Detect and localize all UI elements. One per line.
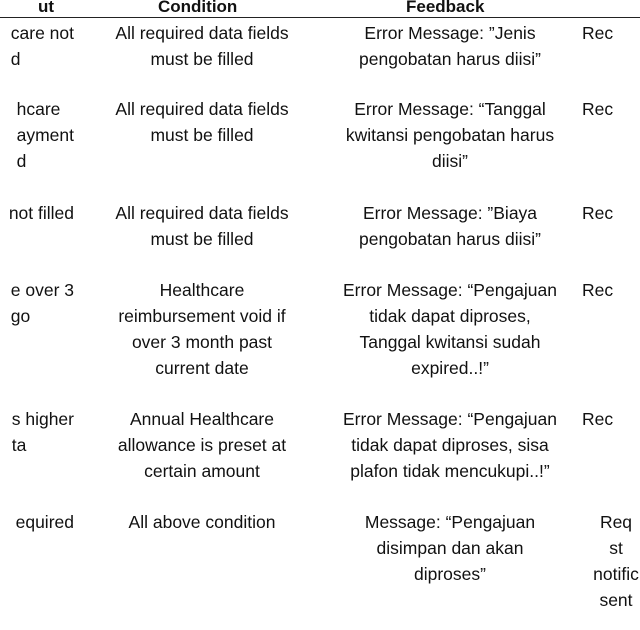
cell-condition: All required data fields must be filled (115, 99, 289, 145)
cell-result: Rec (582, 23, 614, 43)
cell-feedback: Error Message: ”Biaya pengobatan harus diisi” (359, 203, 541, 249)
header-divider (0, 17, 640, 18)
cell-condition: All required data fields must be filled (115, 203, 289, 249)
column-header-condition: Condition (158, 0, 238, 16)
cell-input: e over 3 go (10, 280, 74, 326)
cell-condition: All above condition (128, 512, 276, 532)
cell-input: hcare ayment d (16, 99, 74, 171)
cell-input: not filled (8, 203, 74, 223)
cell-feedback: Error Message: “Tanggal kwitansi pengobatan harus diisi” (345, 99, 555, 171)
cell-result: Rec (582, 203, 614, 223)
cell-result: Rec (582, 280, 614, 300)
cell-feedback: Error Message: “Pengajuan tidak dapat diproses, Tanggal kwitansi sudah expired..!” (343, 280, 557, 378)
cell-feedback: Error Message: “Pengajuan tidak dapat diproses, sisa plafon tidak mencukupi..!” (343, 409, 557, 481)
cell-feedback: Error Message: ”Jenis pengobatan harus diisi” (359, 23, 541, 69)
cell-condition: Annual Healthcare allowance is preset at certain amount (117, 409, 287, 481)
column-header-feedback: Feedback (406, 0, 485, 16)
cell-result: Req st notific sent (593, 512, 639, 610)
cell-input: care not d (10, 23, 74, 69)
cell-result: Rec (582, 99, 614, 119)
cell-result: Rec (582, 409, 614, 429)
cell-condition: Healthcare reimbursement void if over 3 month past current date (118, 280, 286, 378)
cell-feedback: Message: “Pengajuan disimpan dan akan diproses” (364, 512, 536, 584)
cell-condition: All required data fields must be filled (115, 23, 289, 69)
cell-input: s higher ta (11, 409, 74, 455)
column-header-input: ut (38, 0, 55, 16)
cell-input: equired (15, 512, 74, 532)
